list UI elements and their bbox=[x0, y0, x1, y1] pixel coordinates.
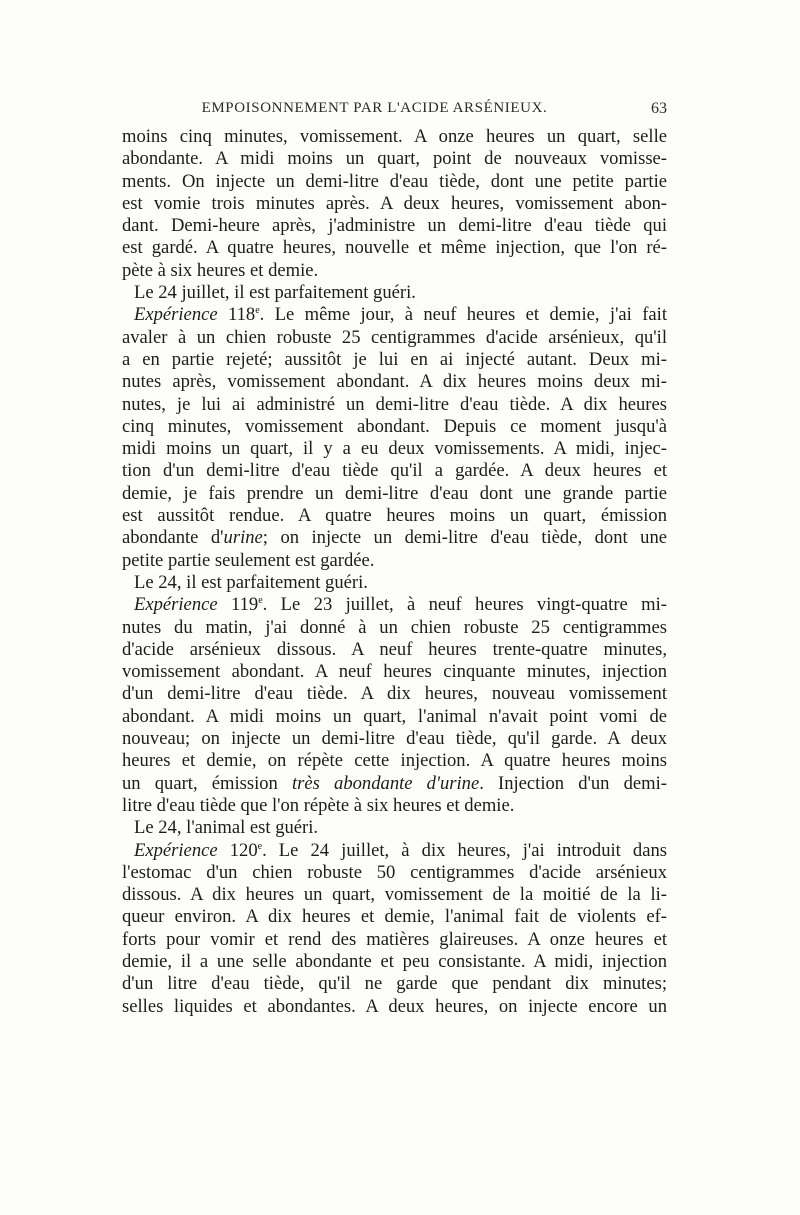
text-line: un quart, émission très abondante d'urine. Injection d'un demi- bbox=[122, 772, 667, 794]
text-line: dant. Demi-heure après, j'administre un demi-litre d'eau tiède qui bbox=[122, 215, 667, 237]
text-line: nouveau; on injecte un demi-litre d'eau tiède, qu'il garde. A deux bbox=[122, 728, 667, 750]
text-line: nutes après, vomissement abondant. A dix heures moins deux mi- bbox=[122, 371, 667, 393]
page-number: 63 bbox=[651, 100, 667, 117]
text-line: vomissement abondant. A neuf heures cinquante minutes, injection bbox=[122, 661, 667, 683]
text-line: tion d'un demi-litre d'eau tiède qu'il a gardée. A deux heures et bbox=[122, 460, 667, 482]
text-line: demie, il a une selle abondante et peu consistante. A midi, injection bbox=[122, 950, 667, 972]
text-line: nutes du matin, j'ai donné à un chien robuste 25 centigrammes bbox=[122, 616, 667, 638]
text-line: selles liquides et abondantes. A deux heures, on injecte encore un bbox=[122, 995, 667, 1017]
body-text bbox=[122, 126, 667, 1018]
page-header bbox=[122, 100, 667, 122]
experiment-heading-line: Expérience 120e. Le 24 juillet, à dix heures, j'ai introduit dans bbox=[134, 839, 667, 861]
experiment-heading-line: Expérience 119e. Le 23 juillet, à neuf heures vingt-quatre mi- bbox=[134, 594, 667, 616]
experiment-label: Expérience bbox=[134, 594, 218, 616]
running-title: EMPOISONNEMENT PAR L'ACIDE ARSÉNIEUX. bbox=[201, 100, 548, 116]
text-line: abondant. A midi moins un quart, l'animal n'avait point vomi de bbox=[122, 705, 667, 727]
text-line: est gardé. A quatre heures, nouvelle et même injection, que l'on ré- bbox=[122, 237, 667, 259]
text-line: d'acide arsénieux dissous. A neuf heures trente-quatre minutes, bbox=[122, 638, 667, 660]
text-line: d'un litre d'eau tiède, qu'il ne garde que pendant dix minutes; bbox=[122, 973, 667, 995]
text-line: avaler à un chien robuste 25 centigrammes d'acide arsénieux, qu'il bbox=[122, 326, 667, 348]
text-line: d'un demi-litre d'eau tiède. A dix heures, nouveau vomissement bbox=[122, 683, 667, 705]
text-line: ments. On injecte un demi-litre d'eau tiède, dont une petite partie bbox=[122, 170, 667, 192]
text-line: est vomie trois minutes après. A deux heures, vomissement abon- bbox=[122, 192, 667, 214]
text-line: a en partie rejeté; aussitôt je lui en ai injecté autant. Deux mi- bbox=[122, 348, 667, 370]
text-line: petite partie seulement est gardée. bbox=[122, 549, 375, 571]
text-line: moins cinq minutes, vomissement. A onze heures un quart, selle bbox=[122, 126, 667, 147]
text-line: Le 24, l'animal est guéri. bbox=[134, 817, 319, 839]
text-line: litre d'eau tiède que l'on répète à six heures et demie. bbox=[122, 794, 515, 816]
experiment-label: Expérience bbox=[134, 304, 218, 326]
text-line: demie, je fais prendre un demi-litre d'eau dont une grande partie bbox=[122, 482, 667, 504]
text-line: abondante d'urine; on injecte un demi-litre d'eau tiède, dont une bbox=[122, 527, 667, 549]
text-line: forts pour vomir et rend des matières glaireuses. A onze heures et bbox=[122, 928, 667, 950]
text-line: dissous. A dix heures un quart, vomissement de la moitié de la li- bbox=[122, 884, 667, 906]
text-line: queur environ. A dix heures et demie, l'animal fait de violents ef- bbox=[122, 906, 667, 928]
text-line: heures et demie, on répète cette injection. A quatre heures moins bbox=[122, 750, 667, 772]
text-line: cinq minutes, vomissement abondant. Depuis ce moment jusqu'à bbox=[122, 415, 667, 437]
text-line: Le 24, il est parfaitement guéri. bbox=[134, 571, 368, 593]
text-line: midi moins un quart, il y a eu deux vomissements. A midi, injec- bbox=[122, 438, 667, 460]
text-line: Le 24 juillet, il est parfaitement guéri. bbox=[134, 282, 416, 304]
text-line: nutes, je lui ai administré un demi-litre d'eau tiède. A dix heures bbox=[122, 393, 667, 415]
text-line: pète à six heures et demie. bbox=[122, 259, 319, 281]
text-line: est aussitôt rendue. A quatre heures moins un quart, émission bbox=[122, 505, 667, 527]
experiment-label: Expérience bbox=[134, 839, 218, 861]
text-line: l'estomac d'un chien robuste 50 centigrammes d'acide arsénieux bbox=[122, 861, 667, 883]
experiment-heading-line: Expérience 118e. Le même jour, à neuf heures et demie, j'ai fait bbox=[134, 304, 668, 326]
text-line: abondante. A midi moins un quart, point de nouveaux vomisse- bbox=[122, 148, 667, 170]
